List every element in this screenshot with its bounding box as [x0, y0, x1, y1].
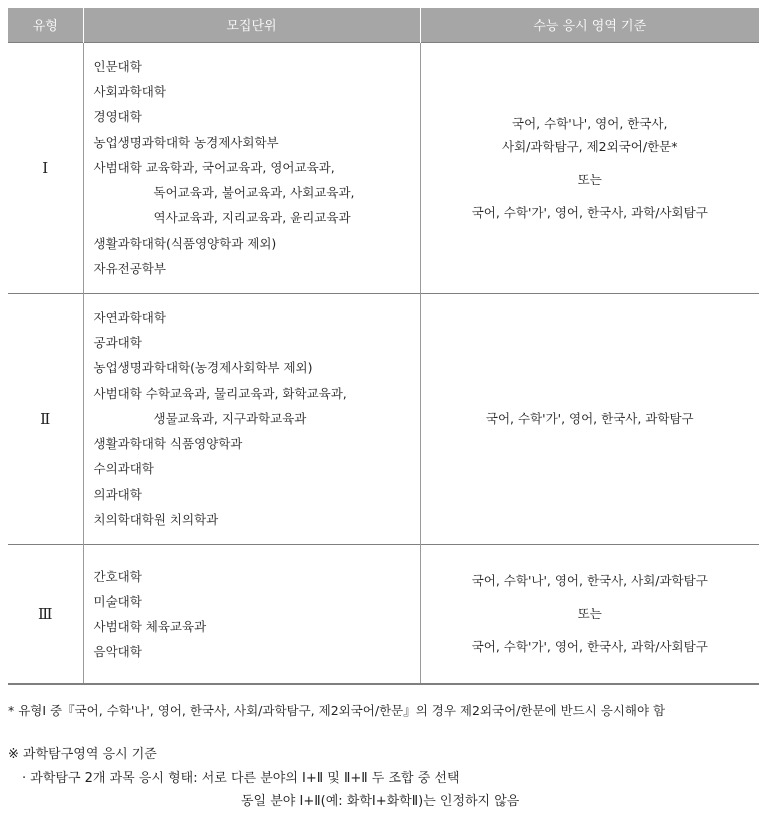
row-criteria: [420, 544, 759, 684]
unit-line: 경영대학: [93, 109, 142, 125]
unit-line: 공과대학: [93, 335, 142, 351]
row-units: [83, 293, 420, 544]
footnote-type1: * 유형Ⅰ 중『국어, 수학'나', 영어, 한국사, 사회/과학탐구, 제2외국어/한문』의 경우 제2외국어/한문에 반드시 응시해야 함: [8, 703, 666, 718]
row-units: [83, 544, 420, 684]
criteria-line: 국어, 수학'가', 영어, 한국사, 과학탐구: [485, 411, 694, 426]
criteria-line: 국어, 수학'가', 영어, 한국사, 과학/사회탐구: [471, 639, 708, 655]
unit-line: 인문대학: [93, 59, 142, 75]
unit-line: 농업생명과학대학 농경제사회학부: [93, 134, 279, 150]
table-row: [8, 293, 759, 544]
unit-line: 생활과학대학(식품영양학과 제외): [93, 235, 277, 251]
row-type: Ⅲ: [8, 544, 83, 684]
unit-line: 미술대학: [93, 593, 142, 609]
unit-line: 생물교육과, 지구과학교육과: [153, 410, 307, 426]
unit-line: 사범대학 수학교육과, 물리교육과, 화학교육과,: [93, 385, 347, 401]
unit-line: 사범대학 교육학과, 국어교육과, 영어교육과,: [93, 159, 335, 175]
row-criteria: [420, 42, 759, 293]
row-type: Ⅰ: [8, 42, 83, 293]
header-criteria: 수능 응시 영역 기준: [420, 8, 759, 42]
unit-line: 치의학대학원 치의학과: [93, 511, 219, 527]
unit-line: 의과대학: [93, 486, 142, 502]
footnote-science-exception: 동일 분야 Ⅰ+Ⅱ(예: 화학Ⅰ+화학Ⅱ)는 인정하지 않음: [241, 794, 520, 809]
unit-line: 역사교육과, 지리교육과, 윤리교육과: [153, 210, 351, 226]
unit-line: 생활과학대학 식품영양학과: [93, 436, 243, 452]
footnote-science-title: ※ 과학탐구영역 응시 기준: [8, 747, 157, 762]
unit-line: 간호대학: [93, 568, 142, 584]
row-criteria: [420, 293, 759, 544]
unit-line: 자연과학대학: [93, 310, 166, 326]
admission-criteria-table: [8, 8, 759, 685]
unit-line: 독어교육과, 불어교육과, 사회교육과,: [153, 185, 355, 201]
criteria-line: 국어, 수학'나', 영어, 한국사, 사회/과학탐구: [471, 573, 708, 589]
row-type: Ⅱ: [8, 293, 83, 544]
unit-line: 음악대학: [93, 643, 142, 659]
table-header-row: [8, 8, 759, 42]
row-units: [83, 42, 420, 293]
criteria-line: 국어, 수학'가', 영어, 한국사, 과학/사회탐구: [471, 204, 708, 220]
unit-line: 농업생명과학대학(농경제사회학부 제외): [93, 360, 313, 376]
footnote-science-rule: · 과학탐구 2개 과목 응시 형태: 서로 다른 분야의 Ⅰ+Ⅱ 및 Ⅱ+Ⅱ 두 조합 중 선택: [22, 771, 460, 786]
table-row: [8, 544, 759, 684]
header-type: 유형: [8, 8, 83, 42]
unit-line: 사범대학 체육교육과: [93, 618, 207, 634]
unit-line: 자유전공학부: [93, 260, 166, 276]
header-unit: 모집단위: [83, 8, 420, 42]
unit-line: 사회과학대학: [93, 84, 166, 100]
unit-line: 수의과대학: [93, 461, 154, 477]
table-row: [8, 42, 759, 293]
criteria-line: 사회/과학탐구, 제2외국어/한문*: [502, 138, 678, 154]
criteria-line: 국어, 수학'나', 영어, 한국사,: [512, 115, 668, 131]
criteria-or: 또는: [577, 606, 602, 622]
criteria-or: 또는: [577, 171, 602, 187]
